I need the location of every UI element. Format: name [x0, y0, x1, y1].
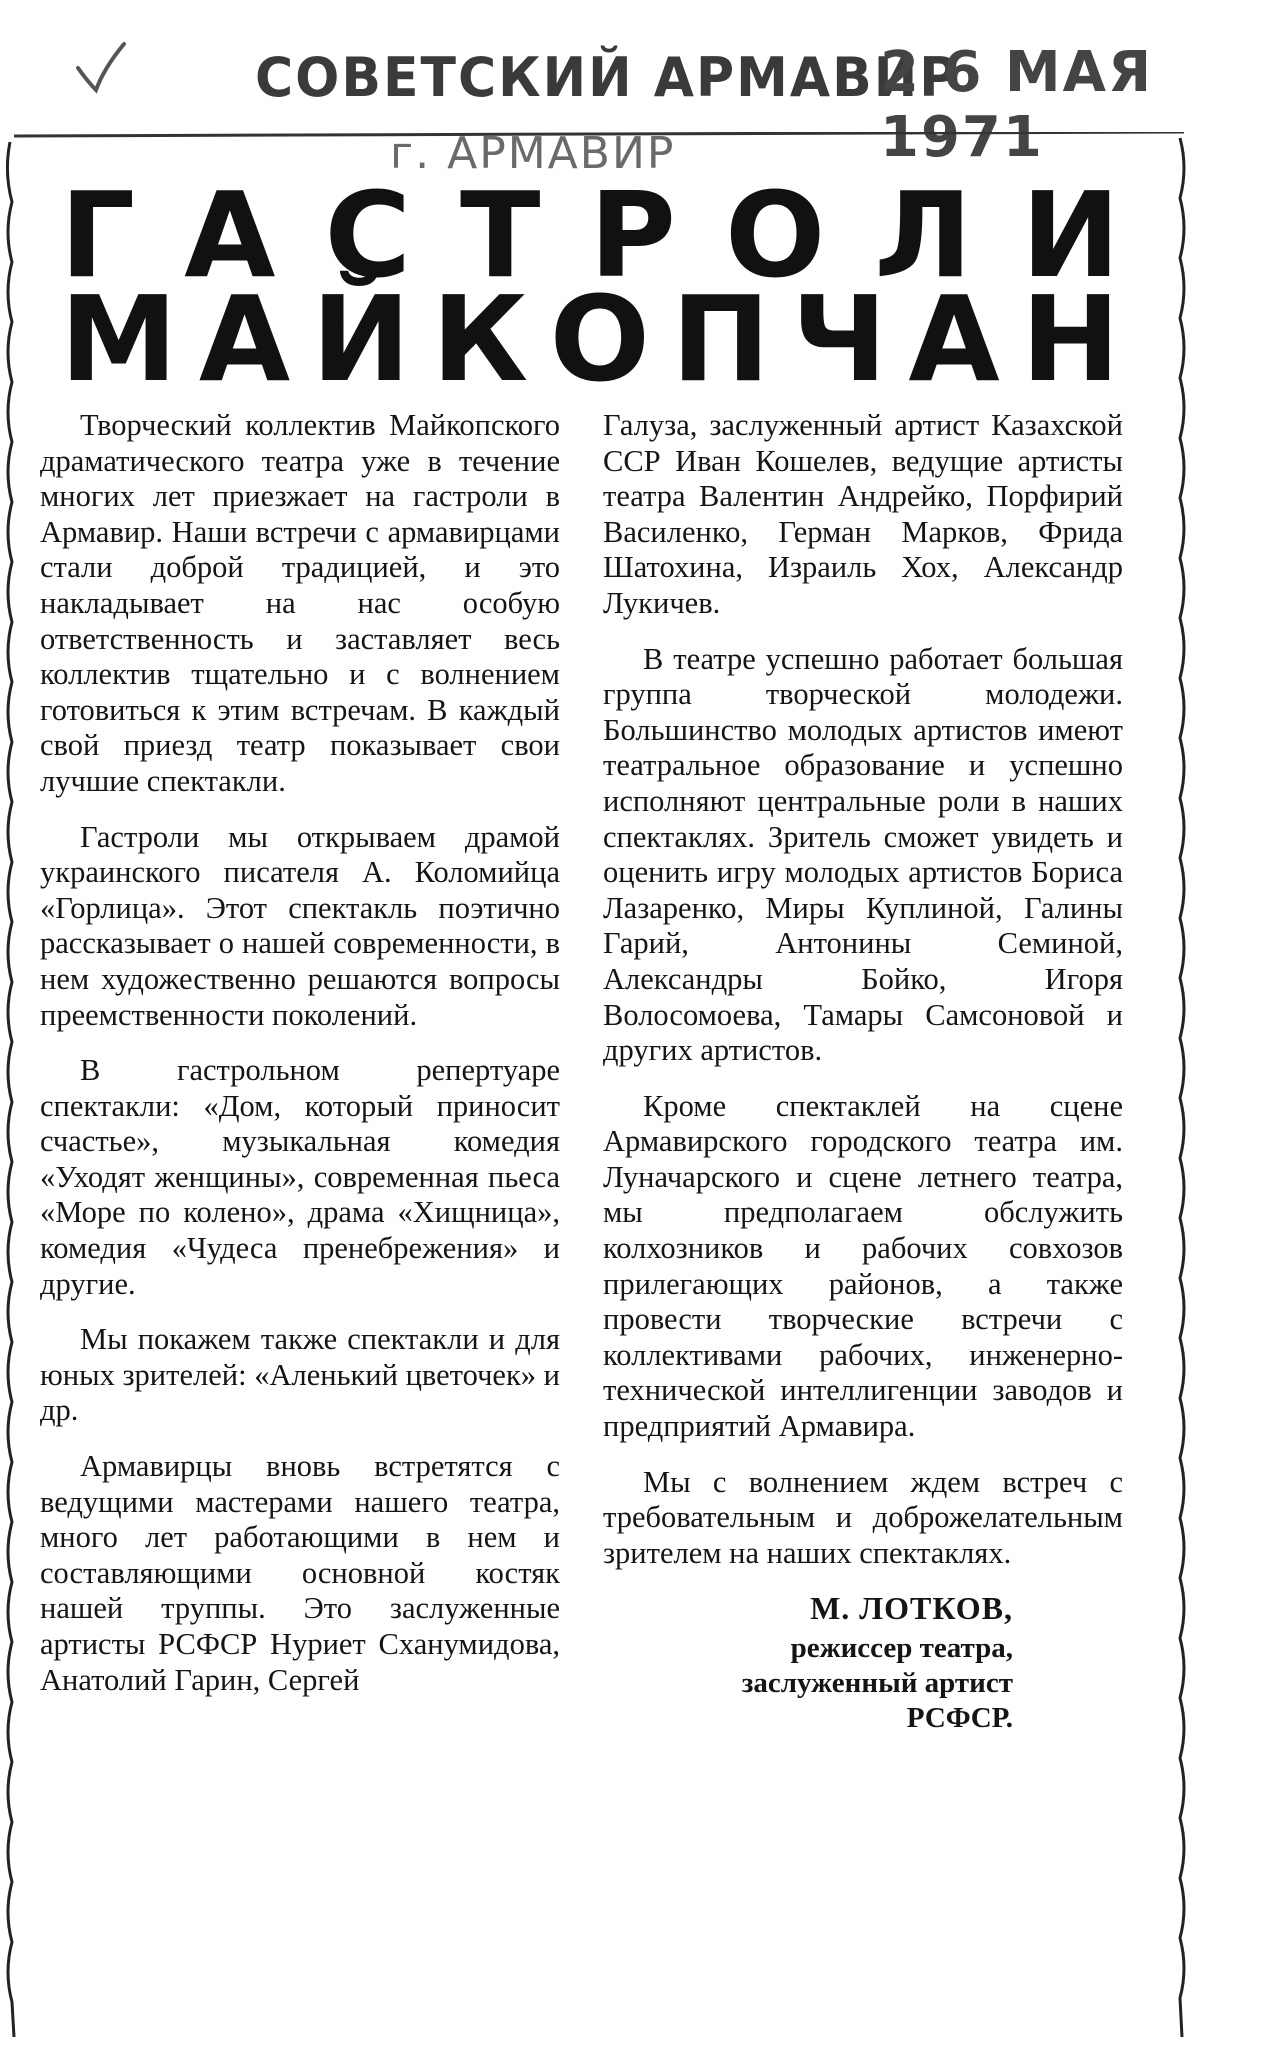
- headline-2-letter: О: [549, 270, 650, 408]
- paragraph: Кроме спектаклей на сцене Армавирского городского театра им. Луначарского и сцене летнего театра, мы предполагаем обслужить колхозников и рабочих совхозов прилегающих районов, а также провести творческие встречи с коллективами рабочих, инженерно-технической интеллигенции заводов и предприятий Армавира.: [603, 1088, 1123, 1444]
- check-mark-icon: [70, 38, 130, 98]
- headline-2-letter: К: [431, 270, 529, 408]
- paragraph: В театре успешно работает большая группа творческой молодежи. Большинство молодых артистов имеют театральное образование и успешно исполняют центральные роли в наших спектаклях. Зритель сможет увидеть и оценить игру молодых артистов Бориса Лазаренко, Миры Куплиной, Галины Гарий, Антонины Семиной, Александры Бойко, Игоря Волосомоева, Тамары Самсоновой и других артистов.: [603, 641, 1123, 1068]
- newspaper-name-stamp: СОВЕТСКИЙ АРМАВИР: [255, 46, 960, 110]
- date-stamp: 2 6 МАЯ 1971: [880, 40, 1154, 170]
- continued-paragraph: Галуза, заслуженный артист Казахской ССР Иван Кошелев, ведущие артисты театра Валентин Андрейко, Порфирий Василенко, Герман Марков, Фрида Шатохина, Израиль Хох, Александр Лукичев.: [603, 408, 1123, 620]
- paragraph: В гастрольном репертуаре спектакли: «Дом, который приносит счастье», музыкальная комедия «Уходят женщины», современная пьеса «Море по колено», драма «Хищница», комедия «Чудеса пренебрежения» и другие.: [40, 1053, 560, 1301]
- headline-1-letter: Р: [589, 166, 676, 304]
- left-column: [40, 408, 560, 1718]
- headline-2-letter: Й: [311, 270, 411, 408]
- paragraph: Гастроли мы открываем драмой украинского писателя А. Коломийца «Горлица». Этот спектакль поэтично рассказывает о нашей современности, в нем художественно решаются вопросы преемственности поколений.: [40, 819, 560, 1032]
- headline-2-letter: А: [908, 270, 1000, 408]
- author-name: М. ЛОТКОВ,: [810, 1590, 1013, 1627]
- signature-block: [603, 1591, 1123, 1736]
- headline-1-letter: С: [324, 166, 412, 304]
- headline-line-2: [60, 270, 1120, 408]
- paragraph: Мы покажем также спектакли и для юных зрителей: «Аленький цветочек» и др.: [40, 1322, 560, 1428]
- headline-2-letter: Ч: [791, 270, 887, 408]
- author-title-3: РСФСР.: [906, 1702, 1013, 1734]
- right-column: [603, 408, 1123, 1736]
- headline-1-letter: А: [184, 166, 276, 304]
- paragraph: Мы с волнением ждем встреч с требовательным и доброжелательным зрителем на наших спектаклях.: [603, 1464, 1123, 1570]
- headline-1-letter: Л: [874, 166, 973, 304]
- dateline: г. АРМАВИР: [390, 128, 676, 179]
- headline-1-letter: О: [724, 166, 826, 304]
- headline-1-letter: Т: [460, 166, 541, 304]
- paragraph: Творческий коллектив Майкопского драматического театра уже в течение многих лет приезжает на гастроли в Армавир. Наши встречи с армавирцами стали доброй традицией, и это накладывает на нас особую ответственность и заставляет весь коллектив тщательно и с волнением готовиться к этим встречам. В каждый свой приезд театр показывает свои лучшие спектакли.: [40, 408, 560, 798]
- headline-2-letter: А: [198, 270, 291, 408]
- paragraph: Армавирцы вновь встретятся с ведущими мастерами нашего театра, много лет работающими в нем и составляющими основной костяк нашей труппы. Это заслуженные артисты РСФСР Нуриет Сханумидова, Анатолий Гарин, Сергей: [40, 1449, 560, 1697]
- author-title-2: заслуженный артист: [741, 1667, 1013, 1699]
- headline-2-letter: М: [60, 270, 178, 408]
- headline-2-letter: П: [671, 270, 771, 408]
- headline-1-letter: Г: [60, 166, 136, 304]
- headline-2-letter: Н: [1021, 270, 1120, 408]
- author-title-1: режиссер театра,: [790, 1632, 1013, 1664]
- headline-1-letter: И: [1021, 166, 1120, 304]
